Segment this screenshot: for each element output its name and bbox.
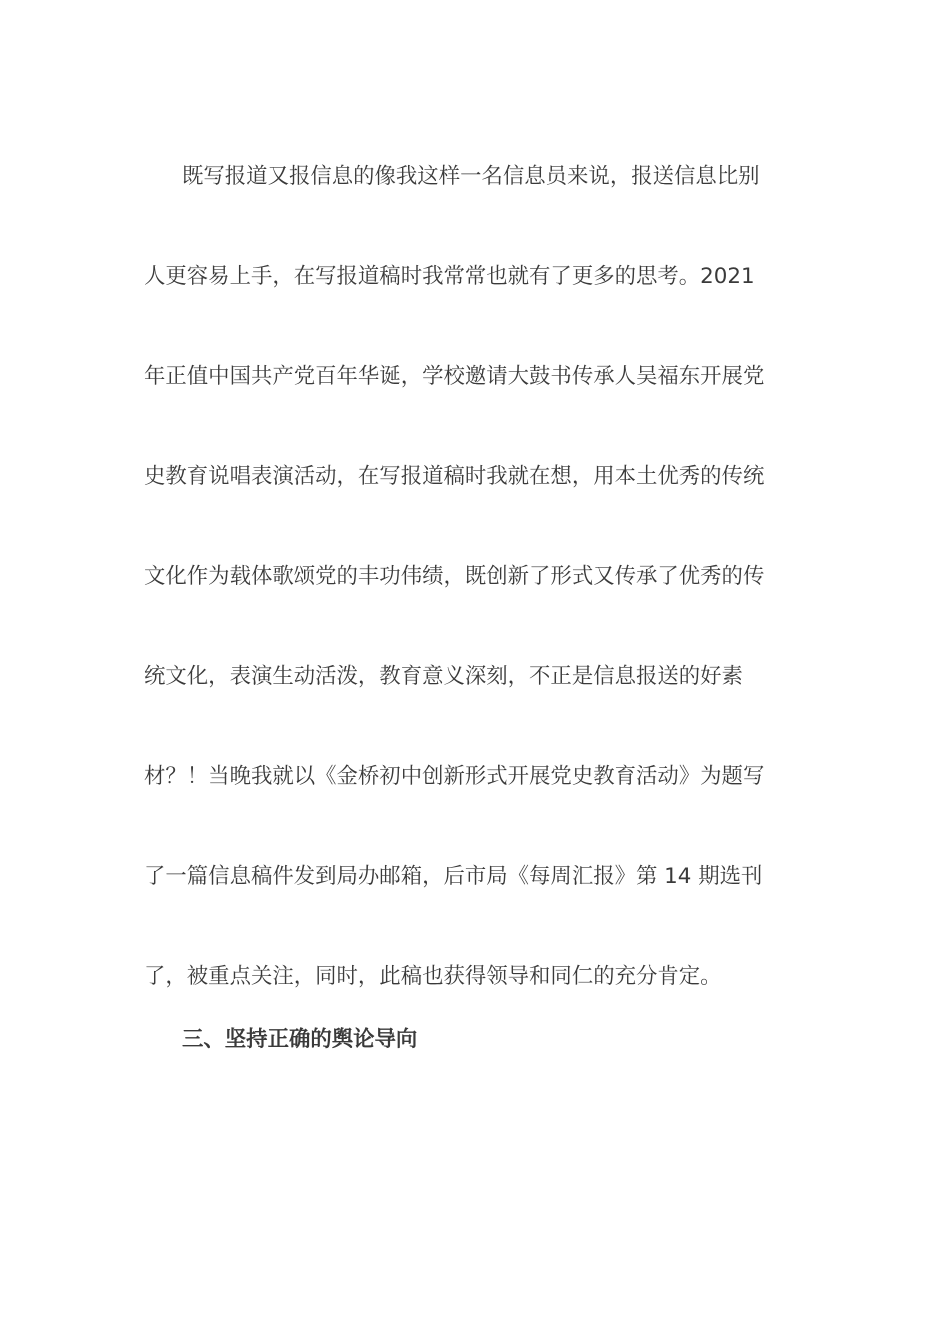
paragraph-line-3: 年正值中国共产党百年华诞，学校邀请大鼓书传承人吴福东开展党 <box>144 364 765 389</box>
paragraph-line-8: 了一篇信息稿件发到局办邮箱，后市局《每周汇报》第 14 期选刊 <box>144 864 763 889</box>
paragraph-line-5: 文化作为载体歌颂党的丰功伟绩，既创新了形式又传承了优秀的传 <box>144 564 765 589</box>
paragraph-line-9: 了，被重点关注，同时，此稿也获得领导和同仁的充分肯定。 <box>144 964 722 989</box>
paragraph-line-7: 材？！当晚我就以《金桥初中创新形式开展党史教育活动》为题写 <box>144 764 765 789</box>
paragraph-line-2: 人更容易上手，在写报道稿时我常常也就有了更多的思考。2021 <box>144 264 755 289</box>
paragraph-line-1: 既写报道又报信息的像我这样一名信息员来说，报送信息比别 <box>182 164 760 189</box>
body-paragraph <box>144 127 804 1027</box>
section-heading: 三、坚持正确的舆论导向 <box>182 1027 418 1052</box>
paragraph-line-6: 统文化，表演生动活泼，教育意义深刻，不正是信息报送的好素 <box>144 664 743 689</box>
paragraph-line-4: 史教育说唱表演活动，在写报道稿时我就在想，用本土优秀的传统 <box>144 464 765 489</box>
